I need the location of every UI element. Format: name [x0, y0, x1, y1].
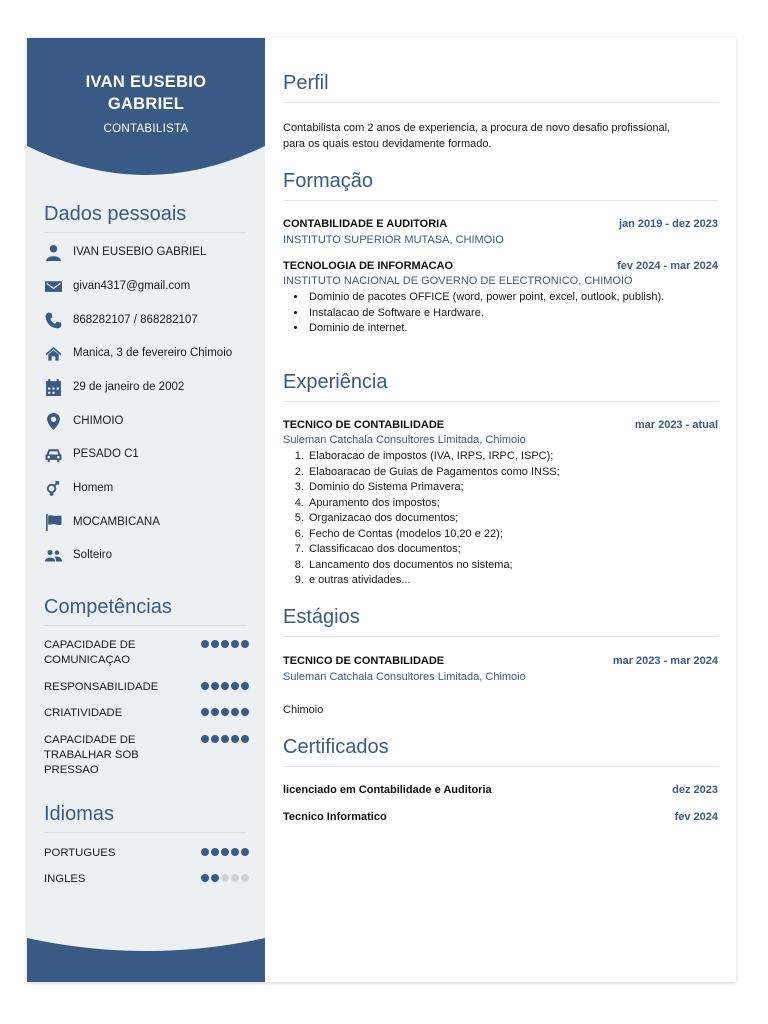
rating-dot-filled — [241, 735, 249, 743]
rating-dot-filled — [241, 640, 249, 648]
rating-dot-filled — [231, 682, 239, 690]
list-item: 9. e outras atividades... — [307, 573, 727, 589]
rating-dot-filled — [211, 682, 219, 690]
skills-title: Competências — [44, 596, 247, 626]
phone-icon — [44, 311, 62, 329]
sidebar — [27, 38, 265, 982]
personal-item-email: givan4317@gmail.com — [44, 276, 259, 296]
certificates-title: Certificados — [283, 736, 718, 767]
personal-item-address: Manica, 3 de fevereiro Chimoio — [44, 343, 259, 363]
education-entry-header: CONTABILIDADE E AUDITORIA jan 2019 - dez 2023 — [283, 218, 718, 230]
rating-dot-filled — [201, 708, 209, 716]
personal-item-gender: Homem — [44, 478, 259, 498]
sidebar-header — [27, 38, 265, 183]
sidebar-footer-wave — [27, 934, 265, 982]
flag-icon — [44, 513, 62, 531]
rating-dot-filled — [211, 735, 219, 743]
users-icon — [44, 546, 62, 564]
main-content — [265, 38, 736, 982]
internship-company: Suleman Catchala Consultores Limitada, Chimoio — [283, 671, 526, 683]
rating-dot-filled — [211, 848, 219, 856]
rating-dot-filled — [201, 682, 209, 690]
skill-level — [201, 682, 249, 690]
experience-title: Experiência — [283, 371, 718, 402]
list-item: 7. Classificacao dos documentos; — [307, 542, 727, 558]
map-pin-icon — [44, 412, 62, 430]
language-level — [201, 874, 249, 882]
skill-level — [201, 708, 249, 716]
language-level — [201, 848, 249, 856]
rating-dot-filled — [201, 640, 209, 648]
list-item: 6. Fecho de Contas (modelos 10,20 e 22); — [307, 527, 727, 543]
rating-dot-filled — [241, 848, 249, 856]
rating-dot-filled — [241, 708, 249, 716]
list-item: 2. Elaboaracao de Guias de Pagamentos como INSS; — [307, 465, 727, 481]
certificate-entry: Tecnico Informatico fev 2024 — [283, 811, 718, 823]
internship-entry-header: TECNICO DE CONTABILIDADE mar 2023 - mar 2024 — [283, 655, 718, 667]
rating-dot-filled — [221, 682, 229, 690]
experience-company: Suleman Catchala Consultores Limitada, Chimoio — [283, 434, 526, 446]
skill-item: RESPONSABILIDADE — [44, 680, 249, 695]
rating-dot-filled — [221, 708, 229, 716]
list-item: 8. Lancamento dos documentos no sistema; — [307, 558, 727, 574]
personal-title: Dados pessoais — [44, 203, 247, 233]
personal-item-city: CHIMOIO — [44, 411, 259, 431]
rating-dot-filled — [201, 874, 209, 882]
profile-text: Contabilista com 2 anos de experiencia, a procura de novo desafio profissional, para os quais estou devidamente formado. — [283, 122, 671, 150]
header-curve — [27, 146, 265, 184]
list-item: 1. Elaboracao de impostos (IVA, IRPS, IRPC, ISPC); — [307, 449, 727, 465]
list-item: 5. Organizacao dos documentos; — [307, 511, 727, 527]
education-institution: INSTITUTO SUPERIOR MUTASA, CHIMOIO — [283, 234, 504, 246]
rating-dot-filled — [201, 848, 209, 856]
candidate-name: IVAN EUSEBIO GABRIEL — [85, 73, 207, 113]
rating-dot-filled — [231, 848, 239, 856]
rating-dot-filled — [211, 708, 219, 716]
education-bullets — [307, 290, 727, 337]
envelope-icon — [44, 277, 62, 295]
candidate-role: CONTABILISTA — [103, 123, 189, 135]
personal-item-phone: 868282107 / 868282107 — [44, 310, 259, 330]
language-item: PORTUGUES — [44, 846, 249, 861]
skill-level — [201, 735, 249, 743]
skill-item: CAPACIDADE DE TRABALHAR SOB PRESSAO — [44, 733, 249, 778]
personal-item-birthdate: 29 de janeiro de 2002 — [44, 377, 259, 397]
rating-dot-filled — [231, 708, 239, 716]
certificate-entry: licenciado em Contabilidade e Auditoria dez 2023 — [283, 784, 718, 796]
skill-item: CAPACIDADE DE COMUNICAÇAO — [44, 638, 249, 668]
list-item: • Dominio de internet. — [307, 321, 727, 337]
rating-dot-filled — [221, 640, 229, 648]
list-item: 4. Apuramento dos impostos; — [307, 496, 727, 512]
home-icon — [44, 344, 62, 362]
rating-dot-filled — [231, 640, 239, 648]
rating-dot-filled — [221, 848, 229, 856]
list-item: • Instalacao de Software e Hardware. — [307, 306, 727, 322]
language-item: INGLES — [44, 872, 249, 887]
resume-page — [27, 38, 736, 982]
experience-entry-header: TECNICO DE CONTABILIDADE mar 2023 - atual — [283, 419, 718, 431]
languages-title: Idiomas — [44, 803, 247, 833]
personal-item-name: IVAN EUSEBIO GABRIEL — [44, 242, 259, 262]
rating-dot-empty — [231, 874, 239, 882]
rating-dot-filled — [221, 735, 229, 743]
rating-dot-filled — [211, 640, 219, 648]
skill-item: CRIATIVIDADE — [44, 706, 249, 721]
experience-tasks — [307, 449, 727, 589]
rating-dot-empty — [221, 874, 229, 882]
rating-dot-empty — [241, 874, 249, 882]
list-item: 3. Dominio do Sistema Primavera; — [307, 480, 727, 496]
education-institution: INSTITUTO NACIONAL DE GOVERNO DE ELECTRONICO, CHIMOIO — [283, 275, 633, 287]
personal-item-marital: Solteiro — [44, 545, 259, 565]
rating-dot-filled — [231, 735, 239, 743]
internship-location: Chimoio — [283, 704, 324, 716]
education-title: Formação — [283, 170, 718, 201]
rating-dot-filled — [211, 874, 219, 882]
calendar-icon — [44, 378, 62, 396]
personal-item-nationality: MOCAMBICANA — [44, 512, 259, 532]
user-icon — [44, 243, 62, 261]
rating-dot-filled — [241, 682, 249, 690]
rating-dot-filled — [201, 735, 209, 743]
gender-icon — [44, 479, 62, 497]
car-icon — [44, 445, 62, 463]
education-entry-header: TECNOLOGIA DE INFORMACAO fev 2024 - mar 2024 — [283, 260, 718, 272]
personal-item-license: PESADO C1 — [44, 444, 259, 464]
list-item: • Dominio de pacotes OFFICE (word, power point, excel, outlook, publish). — [307, 290, 727, 306]
internships-title: Estágios — [283, 606, 718, 637]
profile-title: Perfil — [283, 72, 718, 103]
skill-level — [201, 640, 249, 648]
